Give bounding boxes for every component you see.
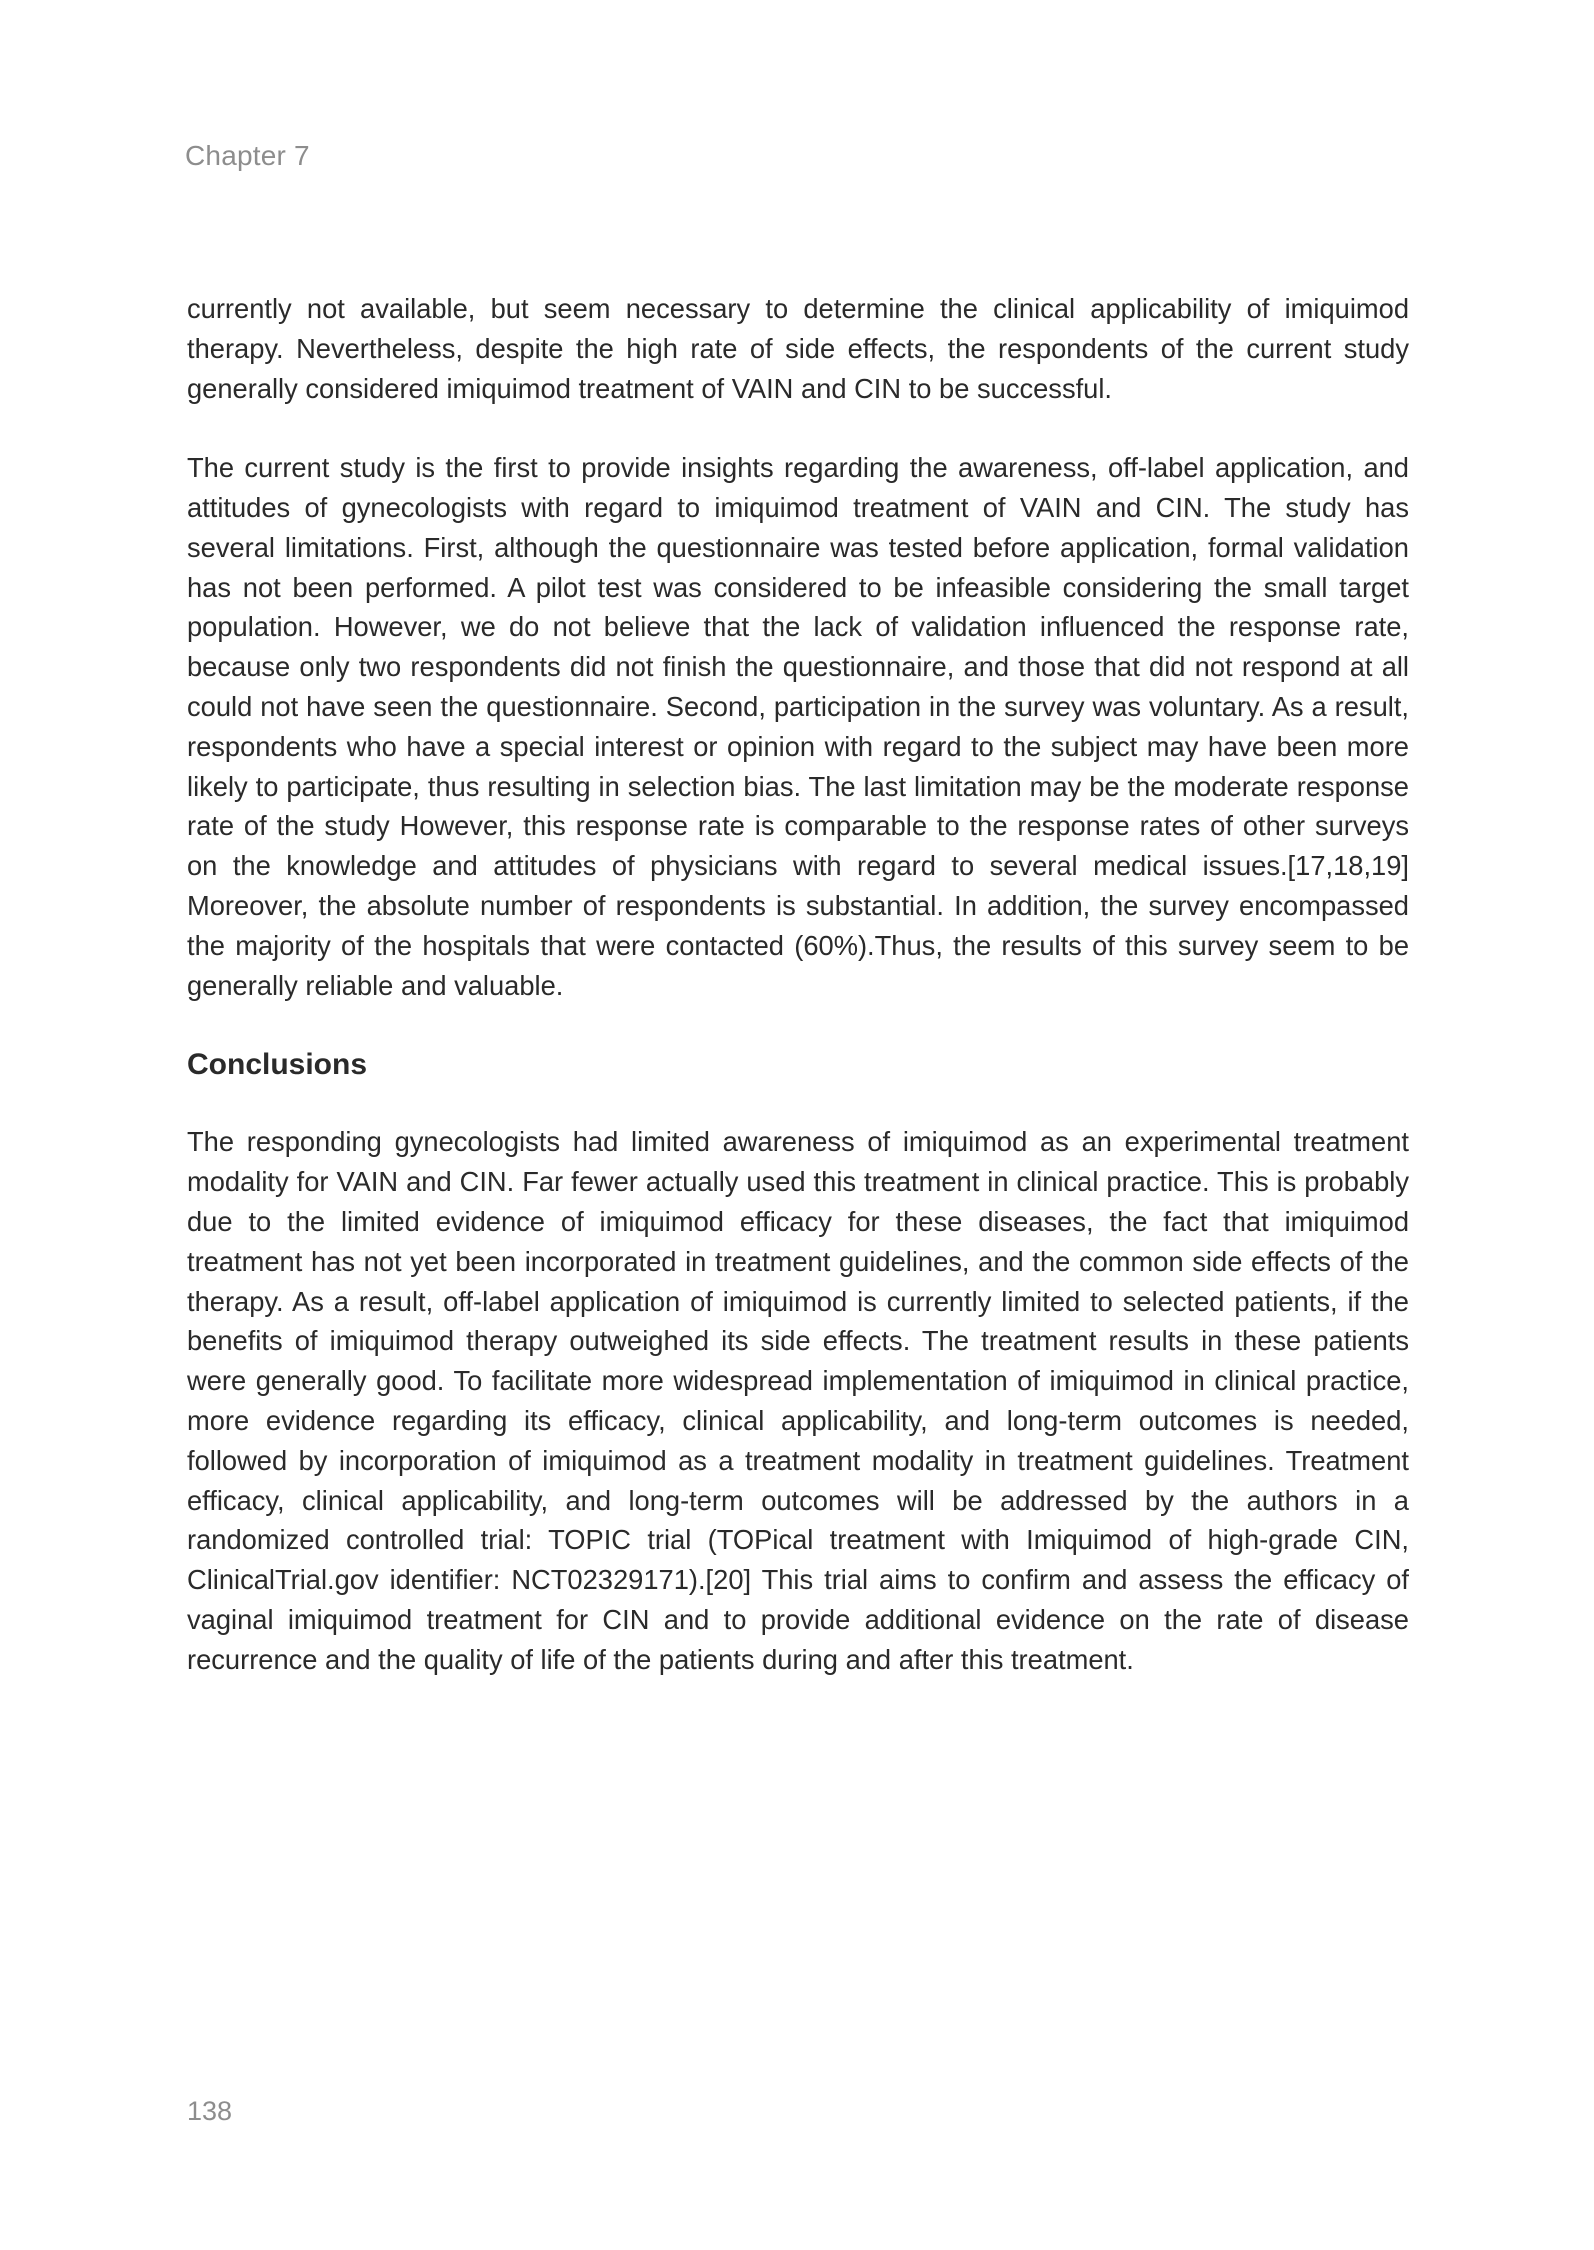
page-number: 138 bbox=[187, 2096, 233, 2126]
running-header-chapter: Chapter 7 bbox=[185, 140, 310, 171]
conclusions-heading: Conclusions bbox=[187, 1048, 368, 1082]
body-paragraph-2: The current study is the first to provide insights regarding the awareness, off-label application, and attitudes of gynecologists with regard to imiquimod treatment of VAIN and CIN. The study has several limitations. First, although the questionnaire was tested before application, formal validation has not been performed. A pilot test was considered to be infeasible considering the small target population. However, we do not believe that the lack of validation influenced the response rate, because only two respondents did not finish the questionnaire, and those that did not respond at all could not have seen the questionnaire. Second, participation in the survey was voluntary. As a result, respondents who have a special interest or opinion with regard to the subject may have been more likely to participate, thus resulting in selection bias. The last limitation may be the moderate response rate of the study However, this response rate is comparable to the response rates of other surveys on the knowledge and attitudes of physicians with regard to several medical issues.[17,18,19] Moreover, the absolute number of respondents is substantial. In addition, the survey encompassed the majority of the hospitals that were contacted (60%).Thus, the results of this survey seem to be generally reliable and valuable. bbox=[187, 452, 1409, 1001]
body-paragraph-1: currently not available, but seem necessary to determine the clinical applicability of imiquimod therapy. Nevertheless, despite the high rate of side effects, the respondents of the current study generally considered imiquimod treatment of VAIN and CIN to be successful. bbox=[187, 293, 1409, 404]
conclusions-paragraph: The responding gynecologists had limited awareness of imiquimod as an experimental treatment modality for VAIN and CIN. Far fewer actually used this treatment in clinical practice. This is probably due to the limited evidence of imiquimod efficacy for these diseases, the fact that imiquimod treatment has not yet been incorporated in treatment guidelines, and the common side effects of the therapy. As a result, off-label application of imiquimod is currently limited to selected patients, if the benefits of imiquimod therapy outweighed its side effects. The treatment results in these patients were generally good. To facilitate more widespread implementation of imiquimod in clinical practice, more evidence regarding its efficacy, clinical applicability, and long-term outcomes is needed, followed by incorporation of imiquimod as a treatment modality in treatment guidelines. Treatment efficacy, clinical applicability, and long-term outcomes will be addressed by the authors in a randomized controlled trial: TOPIC trial (TOPical treatment with Imiquimod of high-grade CIN, ClinicalTrial.gov identifier: NCT02329171).[20] This trial aims to confirm and assess the efficacy of vaginal imiquimod treatment for CIN and to provide additional evidence on the rate of disease recurrence and the quality of life of the patients during and after this treatment. bbox=[187, 1126, 1409, 1675]
page-body bbox=[187, 289, 1409, 1680]
